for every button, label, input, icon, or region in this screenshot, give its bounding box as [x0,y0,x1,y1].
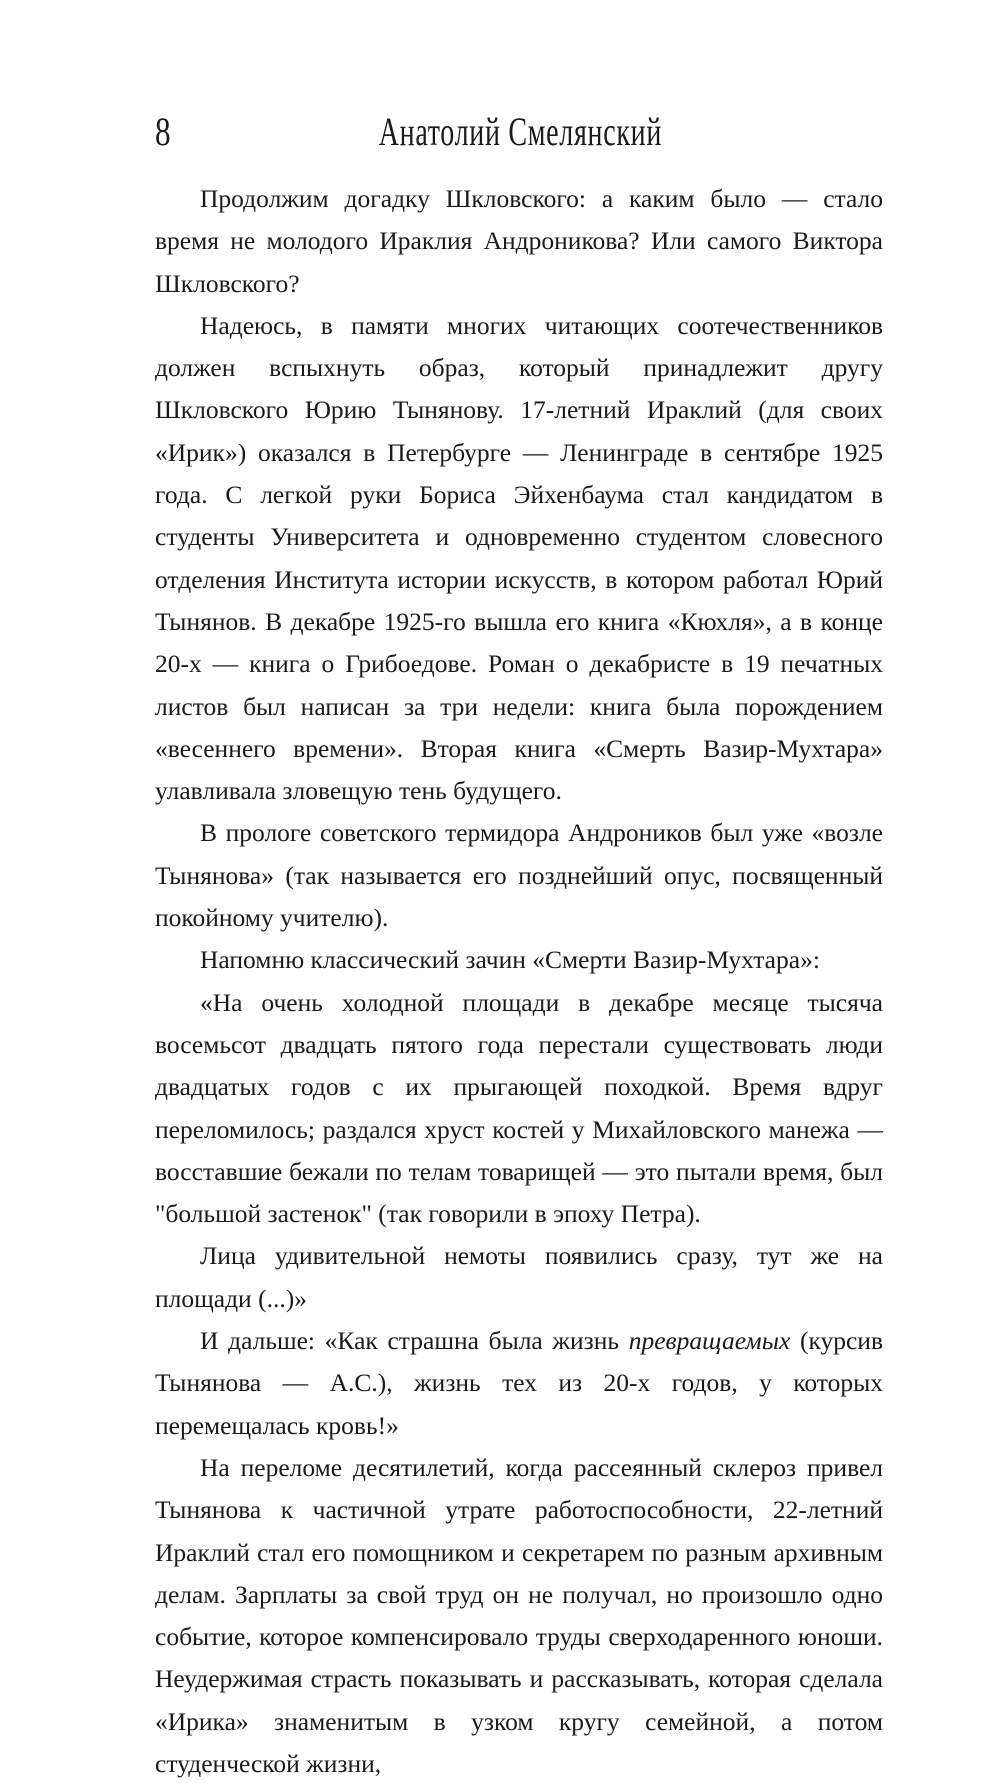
running-head [155,104,885,160]
italic-term: превращаемых [628,1326,791,1356]
paragraph: На переломе десятилетий, когда рассеянный склероз привел Тынянова к частичной утрате работоспособности, 22-летний Ираклий стал его помощником и секретарем по разным архивным делам. Зарплаты за свой труд он не получал, но произошло одно событие, которое компенсировало труды сверходаренного юноши. Неудержимая страсть показывать и рассказывать, которая сделала «Ирика» знаменитым в узком кругу семейной, а потом студенческой жизни, [155,1452,883,1778]
running-head-author: Анатолий Смелянский [378,109,662,154]
body-text [155,178,883,1785]
text-segment: (курсив Тынянова — А.С.), жизнь тех из 20-х годов, у которых перемещалась кровь!» [155,1326,883,1440]
page-header [155,104,885,168]
paragraph: Надеюсь, в памяти многих читающих соотечественников должен вспыхнуть образ, который принадлежит другу Шкловского Юрию Тынянову. 17-летний Ираклий (для своих «Ирик») оказался в Петербурге — Ленинграде в сентябре 1925 года. С легкой руки Бориса Эйхенбаума стал кандидатом в студенты Университета и одновременно студентом словесного отделения Института истории искусств, в котором работал Юрий Тынянов. В декабре 1925-го вышла его книга «Кюхля», а в конце 20-х — книга о Грибоедове. Роман о декабристе в 19 печатных листов был написан за три недели: книга была порождением «весеннего времени». Вторая книга «Смерть Вазир-Мухтара» улавливала зловещую тень будущего. [155,310,883,806]
paragraph: В прологе советского термидора Андроников был уже «возле Тынянова» (так называется его позднейший опус, посвященный покойному учителю). [155,818,883,933]
paragraph-with-italic [155,1320,883,1447]
paragraph: Продолжим догадку Шкловского: а каким было — стало время не молодого Ираклия Андроникова? Или самого Виктора Шкловского? [155,184,883,298]
paragraph: Напомню классический зачин «Смерти Вазир-Мухтара»: [200,945,820,975]
page-number: 8 [155,109,171,154]
quote-paragraph: «На очень холодной площади в декабре месяце тысяча восемьсот двадцать пятого года перестали существовать люди двадцатых годов с их прыгающей походкой. Время вдруг переломилось; раздался хруст костей у Михайловского манежа — восставшие бежали по телам товарищей — это пытали время, был "большой застенок" (так говорили в эпоху Петра). [155,987,883,1229]
quote-paragraph: Лица удивительной немоты появились сразу, тут же на площади (...)» [155,1241,883,1313]
text-segment: И дальше: «Как страшна была жизнь [200,1326,629,1356]
